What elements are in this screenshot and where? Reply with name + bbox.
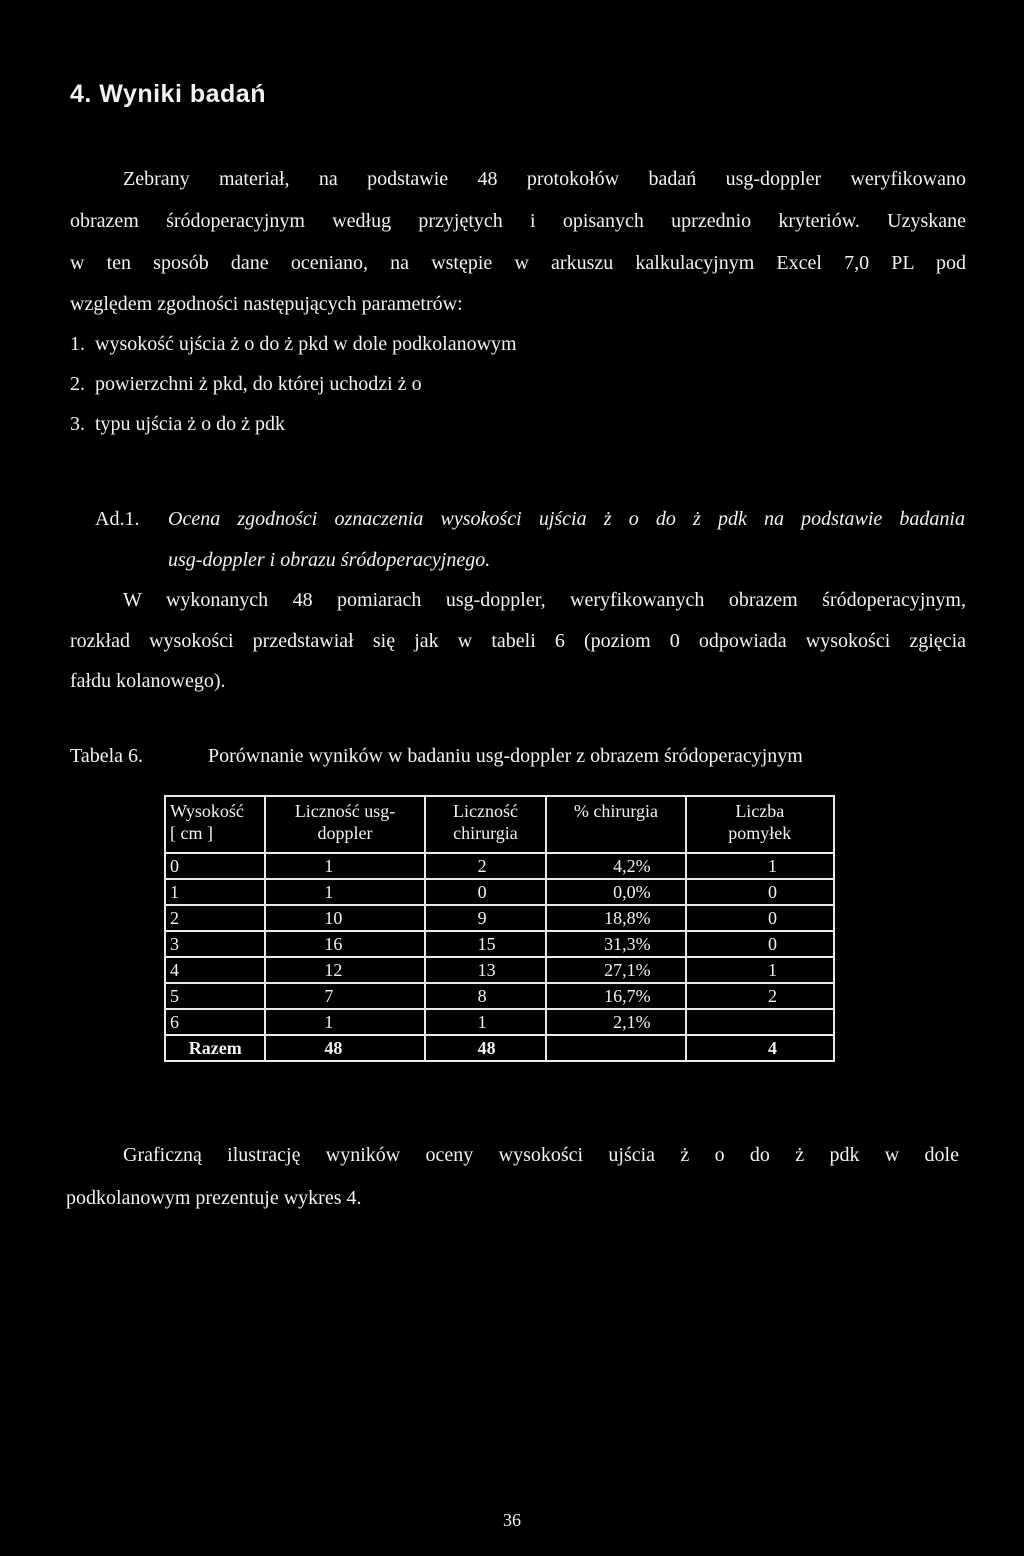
cell-surgery-count: 2 [425, 853, 547, 879]
header-errors: Liczba pomyłek [686, 796, 834, 853]
param-item-3: 3. typu ujścia ż o do ż pdk [70, 413, 285, 435]
intro-line-3: w ten sposób dane oceniano, na wstępie w arkuszu kalkulacyjnym Excel 7,0 PL pod [70, 252, 966, 274]
cell-surgery-percent: 2,1% [546, 1009, 685, 1035]
cell-total-label: Razem [165, 1035, 265, 1061]
param-item-1: 1. wysokość ujścia ż o do ż pkd w dole podkolanowym [70, 333, 517, 355]
cell-surgery-percent: 16,7% [546, 983, 685, 1009]
table-header-row [165, 796, 834, 853]
section-label: Ad.1. [95, 508, 140, 530]
section-title-line-2: usg-doppler i obrazu śródoperacyjnego. [168, 549, 491, 571]
cell-usg-count: 10 [265, 905, 424, 931]
cell-surgery-count: 9 [425, 905, 547, 931]
cell-surgery-count: 1 [425, 1009, 547, 1035]
cell-total-surgery: 48 [425, 1035, 547, 1061]
cell-errors: 1 [686, 853, 834, 879]
page-number: 36 [503, 1510, 521, 1530]
cell-surgery-percent: 31,3% [546, 931, 685, 957]
cell-surgery-count: 15 [425, 931, 547, 957]
table-title: Porównanie wyników w badaniu usg-doppler z obrazem śródoperacyjnym [208, 745, 803, 767]
cell-usg-count: 16 [265, 931, 424, 957]
cell-errors: 0 [686, 879, 834, 905]
body-line-3: fałdu kolanowego). [70, 670, 226, 692]
body-line-2: rozkład wysokości przedstawiał się jak w tabeli 6 (poziom 0 odpowiada wysokości zgięcia [70, 630, 966, 652]
cell-usg-count: 12 [265, 957, 424, 983]
section-heading: 4. Wyniki badań [70, 80, 266, 108]
intro-line-1: Zebrany materiał, na podstawie 48 protokołów badań usg-doppler weryfikowano [123, 168, 966, 190]
cell-surgery-count: 0 [425, 879, 547, 905]
cell-usg-count: 1 [265, 1009, 424, 1035]
cell-height: 1 [165, 879, 265, 905]
cell-surgery-count: 13 [425, 957, 547, 983]
body-line-1: W wykonanych 48 pomiarach usg-doppler, weryfikowanych obrazem śródoperacyjnym, [123, 589, 966, 611]
table-row [165, 879, 834, 905]
cell-usg-count: 1 [265, 853, 424, 879]
header-usg-count: Liczność usg- doppler [265, 796, 424, 853]
cell-surgery-percent: 0,0% [546, 879, 685, 905]
cell-surgery-percent: 27,1% [546, 957, 685, 983]
section-title-line-1: Ocena zgodności oznaczenia wysokości ujścia ż o do ż pdk na podstawie badania [168, 508, 965, 530]
table-row [165, 853, 834, 879]
cell-height: 0 [165, 853, 265, 879]
cell-errors: 0 [686, 905, 834, 931]
closing-line-1: Graficzną ilustrację wyników oceny wysokości ujścia ż o do ż pdk w dole [123, 1144, 959, 1166]
cell-usg-count: 1 [265, 879, 424, 905]
cell-total-errors: 4 [686, 1035, 834, 1061]
table-total-row [165, 1035, 834, 1061]
cell-total-usg: 48 [265, 1035, 424, 1061]
cell-height: 2 [165, 905, 265, 931]
cell-errors [686, 1009, 834, 1035]
table-row [165, 931, 834, 957]
intro-line-4: względem zgodności następujących parametrów: [70, 293, 463, 315]
cell-errors: 0 [686, 931, 834, 957]
cell-surgery-percent: 18,8% [546, 905, 685, 931]
cell-usg-count: 7 [265, 983, 424, 1009]
header-height: Wysokość [ cm ] [165, 796, 265, 853]
cell-total-percent [546, 1035, 685, 1061]
closing-line-2: podkolanowym prezentuje wykres 4. [66, 1187, 362, 1209]
cell-surgery-count: 8 [425, 983, 547, 1009]
header-surgery-count: Liczność chirurgia [425, 796, 547, 853]
cell-errors: 1 [686, 957, 834, 983]
cell-surgery-percent: 4,2% [546, 853, 685, 879]
intro-line-2: obrazem śródoperacyjnym według przyjętych i opisanych uprzednio kryteriów. Uzyskane [70, 210, 966, 232]
cell-height: 4 [165, 957, 265, 983]
table-row [165, 905, 834, 931]
table-row [165, 983, 834, 1009]
cell-height: 5 [165, 983, 265, 1009]
table-label: Tabela 6. [70, 745, 144, 767]
table-row [165, 1009, 834, 1035]
cell-height: 3 [165, 931, 265, 957]
param-item-2: 2. powierzchni ż pkd, do której uchodzi ż o [70, 373, 422, 395]
header-surgery-percent: % chirurgia [546, 796, 685, 853]
table-row [165, 957, 834, 983]
cell-errors: 2 [686, 983, 834, 1009]
cell-height: 6 [165, 1009, 265, 1035]
results-table [164, 795, 835, 1062]
